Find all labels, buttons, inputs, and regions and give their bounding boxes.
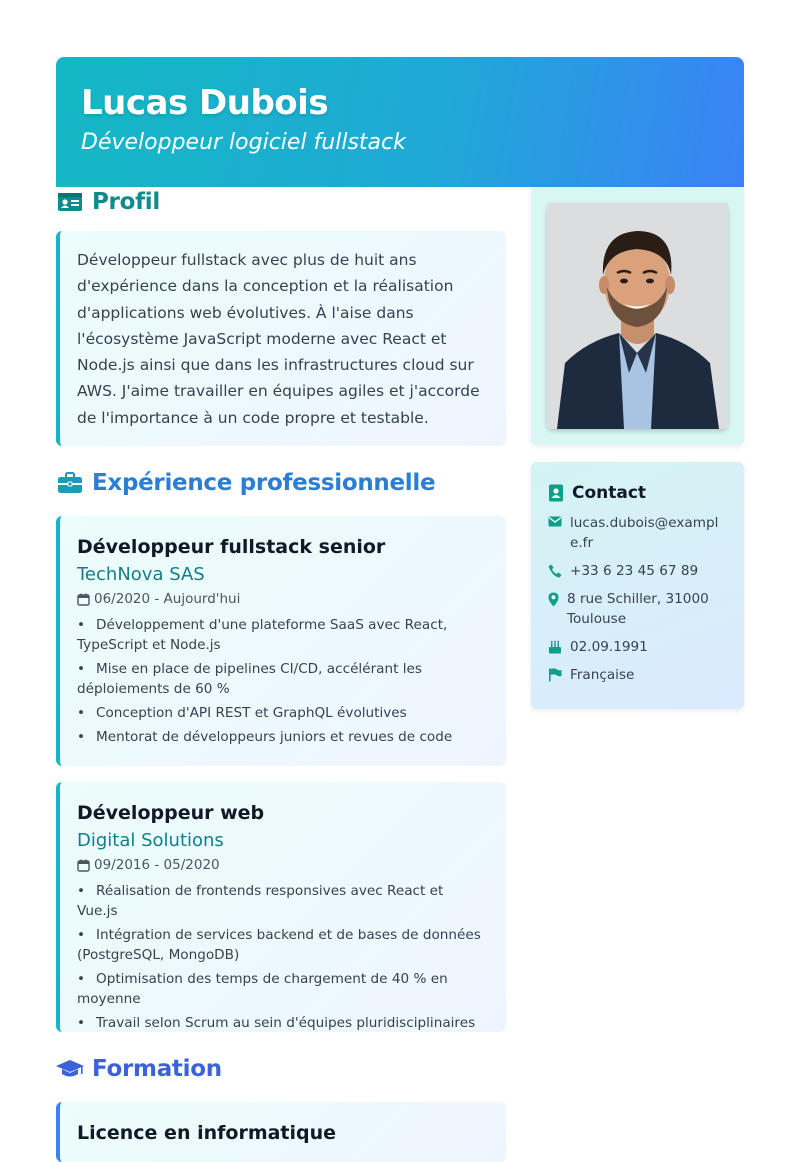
section-title-profile bbox=[56, 189, 160, 215]
list-item: • Intégration de services backend et de bases de données (PostgreSQL, MongoDB) bbox=[77, 927, 481, 963]
section-title-text: Expérience professionnelle bbox=[92, 470, 436, 496]
id-card-icon bbox=[56, 190, 84, 214]
list-item: • Réalisation de frontends responsives avec React et Vue.js bbox=[77, 883, 444, 919]
job-role: Développeur logiciel fullstack bbox=[81, 130, 406, 155]
contact-email-text: lucas.dubois@example.fr bbox=[570, 515, 719, 551]
contact-address bbox=[548, 589, 728, 629]
company-name: Digital Solutions bbox=[77, 830, 224, 851]
list-item: • Mise en place de pipelines CI/CD, accélérant les déploiements de 60 % bbox=[77, 661, 422, 697]
resume-header bbox=[56, 57, 744, 187]
job-bullets bbox=[77, 615, 488, 747]
contact-phone[interactable] bbox=[548, 561, 728, 581]
job-dates bbox=[77, 589, 488, 609]
phone-icon bbox=[548, 561, 570, 578]
contact-nationality bbox=[548, 665, 728, 685]
briefcase-icon bbox=[56, 471, 84, 495]
graduation-cap-icon bbox=[56, 1057, 84, 1081]
list-item: • Mentorat de développeurs juniors et revues de code bbox=[77, 729, 453, 745]
photo-card bbox=[531, 187, 744, 445]
education-card bbox=[56, 1102, 506, 1162]
contact-title-text: Contact bbox=[572, 483, 647, 503]
address-book-icon bbox=[548, 484, 564, 502]
job-title: Développeur fullstack senior bbox=[77, 536, 386, 558]
contact-card bbox=[531, 462, 744, 709]
company-name: TechNova SAS bbox=[77, 564, 205, 585]
experience-card bbox=[56, 782, 506, 1032]
flag-icon bbox=[548, 665, 570, 682]
person-name: Lucas Dubois bbox=[81, 83, 329, 123]
experience-card bbox=[56, 516, 506, 766]
job-bullets bbox=[77, 881, 488, 1033]
calendar-icon bbox=[77, 593, 90, 606]
section-title-text: Profil bbox=[92, 189, 160, 215]
list-item: • Développement d'une plateforme SaaS avec React, TypeScript et Node.js bbox=[77, 617, 448, 653]
contact-title bbox=[548, 482, 728, 504]
calendar-icon bbox=[77, 859, 90, 872]
contact-birthdate bbox=[548, 637, 728, 657]
profile-photo bbox=[547, 203, 728, 429]
job-dates-text: 09/2016 - 05/2020 bbox=[94, 857, 220, 873]
contact-email[interactable] bbox=[548, 513, 728, 553]
section-title-text: Formation bbox=[92, 1056, 222, 1082]
job-dates bbox=[77, 855, 488, 875]
contact-phone-text: +33 6 23 45 67 89 bbox=[570, 563, 699, 579]
section-title-education bbox=[56, 1056, 222, 1082]
birthday-cake-icon bbox=[548, 637, 570, 654]
list-item: • Optimisation des temps de chargement de 40 % en moyenne bbox=[77, 971, 448, 1007]
list-item: • Travail selon Scrum au sein d'équipes pluridisciplinaires bbox=[77, 1015, 476, 1031]
job-dates-text: 06/2020 - Aujourd'hui bbox=[94, 591, 241, 607]
envelope-icon bbox=[548, 513, 570, 527]
location-pin-icon bbox=[548, 589, 567, 607]
contact-birthdate-text: 02.09.1991 bbox=[570, 639, 648, 655]
job-title: Développeur web bbox=[77, 802, 265, 824]
section-title-experience bbox=[56, 470, 435, 496]
contact-address-text: 8 rue Schiller, 31000 Toulouse bbox=[567, 591, 709, 627]
degree-title: Licence en informatique bbox=[77, 1122, 337, 1144]
profile-card bbox=[56, 231, 506, 446]
profile-text: Développeur fullstack avec plus de huit ans d'expérience dans la conception et la réalisation d'applications web évolutives. À l'aise dans l'écosystème JavaScript moderne avec React et Node.js ainsi que dans les infrastructures cloud sur AWS. J'aime travailler en équipes agiles et j'accorde de l'importance à un code propre et testable. bbox=[77, 251, 480, 427]
list-item: • Conception d'API REST et GraphQL évolutives bbox=[77, 705, 407, 721]
contact-nationality-text: Française bbox=[570, 667, 635, 683]
